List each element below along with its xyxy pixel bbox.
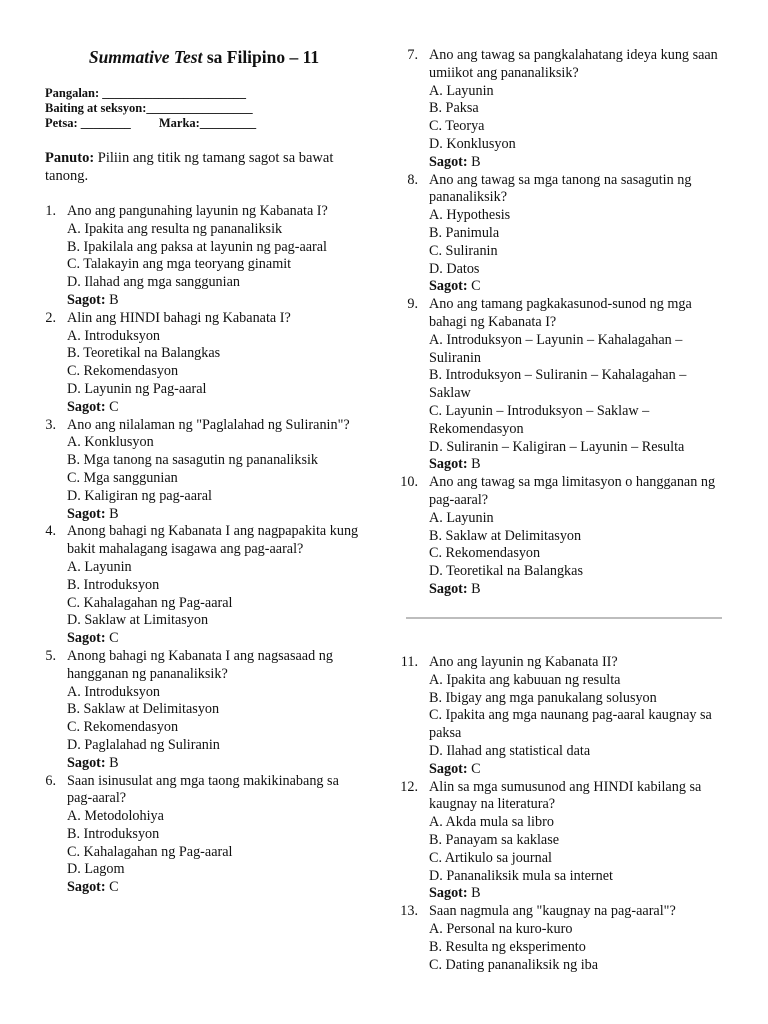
question-text: Anong bahagi ng Kabanata I ang nagpapakita kung bakit mahalagang isagawa ang pag-aaral? <box>67 523 359 558</box>
answer-label: Sagot: <box>67 879 106 896</box>
question-text: Alin sa mga sumusunod ang HINDI kabilang sa kaugnay na literatura? <box>429 778 702 813</box>
answer-option: C. Dating pananaliksik ng iba <box>429 956 599 973</box>
question-item <box>22 310 365 417</box>
answer-option: D. Pananaliksik mula sa internet <box>429 867 614 884</box>
date-score-field-line: Petsa: ________ Marka:_________ <box>45 116 257 130</box>
answer-label: Sagot: <box>67 398 106 415</box>
answer-key <box>429 761 728 779</box>
question-number: 8. <box>407 171 418 188</box>
answer-option: B. Saklaw at Delimitasyon <box>429 527 582 544</box>
question-item <box>22 648 365 773</box>
question-list-right-top <box>400 47 728 599</box>
answer-option: C. Rekomendasyon <box>429 545 541 562</box>
question-text: Ano ang tawag sa mga tanong na sasagutin ng pananaliksik? <box>429 171 692 206</box>
question-item <box>22 773 365 898</box>
answer-key <box>429 885 728 903</box>
question-text: Ano ang tawag sa mga limitasyon o hangganan ng pag-aaral? <box>429 474 716 508</box>
answer-label: Sagot: <box>429 153 468 170</box>
answer-label: Sagot: <box>67 291 106 308</box>
answer-option: A. Layunin <box>67 558 132 575</box>
answer-label: Sagot: <box>67 505 106 522</box>
answer-option: C. Kahalagahan ng Pag-aaral <box>67 843 233 860</box>
instructions-text: Piliin ang titik ng tamang sagot sa bawat tanong. <box>45 150 334 184</box>
question-number: 1. <box>45 203 56 219</box>
question-number: 5. <box>45 647 56 664</box>
answer-option: B. Ipakilala ang paksa at layunin ng pag-aaral <box>67 238 328 255</box>
answer-option: A. Hypothesis <box>429 207 511 224</box>
question-number: 11. <box>400 654 418 670</box>
question-item <box>384 296 728 474</box>
answer-value: B <box>109 291 119 308</box>
answer-option: C. Ipakita ang mga naunang pag-aaral kaugnay sa paksa <box>429 707 712 742</box>
question-text: Anong bahagi ng Kabanata I ang nagsasaad ng hangganan ng pananaliksik? <box>67 647 333 682</box>
answer-option: D. Suliranin – Kaligiran – Layunin – Resulta <box>429 438 685 455</box>
answer-option: C. Suliranin <box>429 242 498 259</box>
question-list-right-bottom <box>400 654 728 974</box>
answer-key <box>67 879 365 897</box>
answer-option: A. Metodolohiya <box>67 808 164 825</box>
answer-option: A. Layunin <box>429 509 494 526</box>
answer-option: B. Teoretikal na Balangkas <box>67 345 221 362</box>
answer-option: D. Datos <box>429 260 480 277</box>
instructions <box>45 149 363 185</box>
answer-option: D. Ilahad ang mga sanggunian <box>67 274 240 291</box>
answer-value: C <box>109 879 119 896</box>
name-field-line: Pangalan: _______________________ <box>45 86 247 100</box>
question-item <box>22 417 365 524</box>
question-item <box>384 172 728 297</box>
answer-value: C <box>109 630 119 647</box>
answer-option: C. Mga sanggunian <box>67 469 178 486</box>
answer-option: A. Layunin <box>429 82 494 99</box>
section-divider <box>406 617 722 619</box>
answer-label: Sagot: <box>429 760 468 777</box>
answer-option: A. Introduksyon – Layunin – Kahalagahan – Suliranin <box>429 331 683 366</box>
answer-label: Sagot: <box>67 754 106 771</box>
answer-option: B. Mga tanong na sasagutin ng pananaliksik <box>67 452 318 469</box>
question-text: Saan isinusulat ang mga taong makikinabang sa pag-aaral? <box>67 772 339 807</box>
answer-option: C. Artikulo sa journal <box>429 849 552 866</box>
question-item <box>22 203 365 310</box>
answer-key <box>67 292 365 310</box>
question-item <box>384 47 728 172</box>
answer-key <box>67 630 365 648</box>
answer-option: D. Saklaw at Limitasyon <box>67 612 209 629</box>
student-info-fields <box>45 86 256 131</box>
question-text: Ano ang pangunahing layunin ng Kabanata I? <box>67 203 328 219</box>
question-number: 7. <box>407 47 418 63</box>
answer-option: A. Ipakita ang kabuuan ng resulta <box>429 671 621 688</box>
answer-option: C. Layunin – Introduksyon – Saklaw – Rekomendasyon <box>429 402 650 437</box>
answer-option: A. Konklusyon <box>67 434 154 451</box>
answer-option: B. Ibigay ang mga panukalang solusyon <box>429 689 657 706</box>
answer-option: D. Ilahad ang statistical data <box>429 742 591 759</box>
answer-option: C. Rekomendasyon <box>67 363 179 380</box>
answer-value: B <box>109 754 119 771</box>
answer-option: B. Introduksyon <box>67 825 160 842</box>
answer-key <box>67 399 365 417</box>
answer-option: C. Teorya <box>429 118 485 135</box>
question-item <box>384 779 728 904</box>
instructions-label: Panuto: <box>45 150 95 166</box>
answer-value: C <box>471 760 481 777</box>
question-text: Ano ang tawag sa pangkalahatang ideya kung saan umiikot ang pananaliksik? <box>429 47 718 81</box>
answer-value: B <box>471 456 481 473</box>
answer-value: B <box>471 153 481 170</box>
answer-option: D. Paglalahad ng Suliranin <box>67 736 220 753</box>
answer-label: Sagot: <box>429 885 468 902</box>
answer-option: B. Introduksyon <box>67 576 160 593</box>
answer-option: A. Introduksyon <box>67 683 161 700</box>
section-field-line: Baiting at seksyon:_________________ <box>45 101 253 115</box>
question-text: Ano ang tamang pagkakasunod-sunod ng mga bahagi ng Kabanata I? <box>429 296 692 330</box>
answer-option: D. Layunin ng Pag-aaral <box>67 380 207 397</box>
answer-label: Sagot: <box>429 580 468 597</box>
answer-key <box>67 506 365 524</box>
answer-option: B. Resulta ng eksperimento <box>429 938 586 955</box>
question-text: Ano ang nilalaman ng "Paglalahad ng Suliranin"? <box>67 416 350 433</box>
page-title: Summative Test sa Filipino – 11 <box>88 47 320 67</box>
answer-option: D. Konklusyon <box>429 135 516 152</box>
question-item <box>22 523 365 648</box>
answer-option: C. Kahalagahan ng Pag-aaral <box>67 594 233 611</box>
question-number: 3. <box>45 416 56 433</box>
question-number: 10. <box>400 474 418 491</box>
question-number: 9. <box>407 296 418 313</box>
answer-option: B. Paksa <box>429 100 479 117</box>
question-text: Saan nagmula ang "kaugnay na pag-aaral"? <box>429 903 676 920</box>
answer-option: D. Lagom <box>67 861 125 878</box>
question-list-left <box>22 203 365 897</box>
answer-option: C. Talakayin ang mga teoryang ginamit <box>67 256 292 273</box>
answer-option: D. Teoretikal na Balangkas <box>429 563 583 580</box>
answer-option: A. Ipakita ang resulta ng pananaliksik <box>67 220 283 237</box>
question-item <box>384 474 728 599</box>
answer-option: B. Panimula <box>429 224 500 241</box>
question-number: 12. <box>400 778 418 795</box>
question-text: Ano ang layunin ng Kabanata II? <box>429 654 618 670</box>
question-item <box>384 903 728 974</box>
answer-label: Sagot: <box>429 278 468 295</box>
answer-option: B. Saklaw at Delimitasyon <box>67 701 220 718</box>
answer-key <box>67 755 365 773</box>
answer-value: C <box>109 398 119 415</box>
question-item <box>384 654 728 779</box>
answer-key <box>429 278 728 296</box>
question-number: 4. <box>45 523 56 540</box>
answer-value: B <box>471 580 481 597</box>
answer-option: A. Akda mula sa libro <box>429 814 554 831</box>
answer-option: A. Personal na kuro-kuro <box>429 920 573 937</box>
answer-label: Sagot: <box>429 456 468 473</box>
answer-key <box>429 456 728 474</box>
question-number: 13. <box>400 903 418 920</box>
answer-option: C. Rekomendasyon <box>67 719 179 736</box>
question-text: Alin ang HINDI bahagi ng Kabanata I? <box>67 309 291 326</box>
answer-option: B. Introduksyon – Suliranin – Kahalagahan – Saklaw <box>429 367 687 402</box>
answer-key <box>429 581 728 599</box>
answer-label: Sagot: <box>67 630 106 647</box>
answer-option: D. Kaligiran ng pag-aaral <box>67 487 212 504</box>
question-number: 2. <box>45 309 56 326</box>
answer-value: C <box>471 278 481 295</box>
answer-option: B. Panayam sa kaklase <box>429 831 560 848</box>
answer-value: B <box>471 885 481 902</box>
answer-option: A. Introduksyon <box>67 327 161 344</box>
answer-key <box>429 154 728 172</box>
answer-value: B <box>109 505 119 522</box>
question-number: 6. <box>45 772 56 789</box>
